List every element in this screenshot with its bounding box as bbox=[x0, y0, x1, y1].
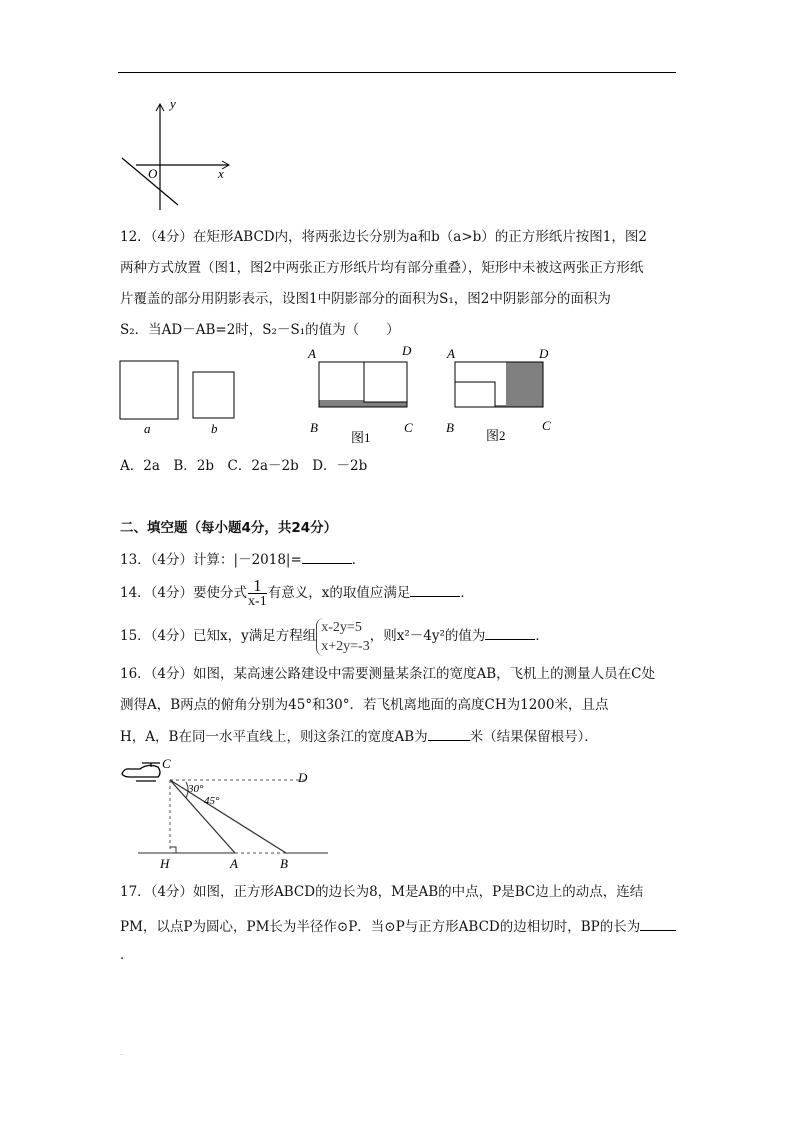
fig1-A: A bbox=[308, 346, 316, 361]
label-A: A bbox=[230, 856, 238, 871]
q13-text: 13．（4分）计算：|－2018|= bbox=[120, 552, 302, 568]
q15-end: ． bbox=[535, 628, 549, 644]
q17-line-2 bbox=[120, 918, 676, 936]
x-axis-label: x bbox=[218, 166, 224, 181]
label-C: C bbox=[162, 756, 171, 771]
q17-answer-blank[interactable] bbox=[640, 918, 676, 931]
q13-answer-blank[interactable] bbox=[302, 551, 352, 564]
q12-line-4: S₂．当AD－AB=2时，S₂－S₁的值为（ ） bbox=[120, 322, 400, 338]
q16-line-2: 测得A，B两点的俯角分别为45°和30°．若飞机离地面的高度CH为1200米，且点 bbox=[120, 697, 609, 713]
fraction-denominator: x-1 bbox=[248, 594, 267, 609]
equation-1: x-2y=5 bbox=[321, 619, 362, 635]
q14-post: 有意义，x的取值应满足 bbox=[267, 585, 411, 601]
fig2-B: B bbox=[446, 420, 454, 435]
q14 bbox=[120, 576, 474, 610]
q12-options: A．2a B．2b C．2a－2b D．－2b bbox=[120, 458, 368, 474]
angle-30-label: 30° bbox=[188, 783, 204, 795]
q15 bbox=[120, 616, 549, 656]
q17-line-3: ． bbox=[120, 947, 134, 963]
y-axis-label: y bbox=[170, 96, 176, 111]
header-rule bbox=[118, 72, 676, 73]
section-2-heading: 二、填空题（每小题4分，共24分） bbox=[120, 520, 338, 536]
q16-line-3 bbox=[120, 728, 598, 746]
fig1-caption: 图1 bbox=[351, 430, 371, 445]
fig2-A: A bbox=[447, 346, 455, 361]
origin-label: O bbox=[148, 166, 158, 181]
fig2-C: C bbox=[542, 418, 551, 433]
angle-45-label: 45° bbox=[204, 795, 220, 807]
label-B: B bbox=[280, 856, 288, 871]
q14-end: ． bbox=[460, 585, 474, 601]
q15-post: ，则x²－4y²的值为 bbox=[369, 628, 486, 644]
q17-line-1: 17．（4分）如图，正方形ABCD的边长为8，M是AB的中点，P是BC边上的动点，连结 bbox=[120, 884, 644, 900]
q15-pre: 15．（4分）已知x，y满足方程组 bbox=[120, 628, 317, 644]
label-b: b bbox=[211, 421, 218, 436]
equation-2: x+2y=-3 bbox=[321, 638, 370, 654]
label-D: D bbox=[298, 770, 308, 785]
q16-answer-blank[interactable] bbox=[428, 728, 470, 741]
fraction-numerator: 1 bbox=[248, 578, 267, 594]
fig2-D: D bbox=[539, 346, 549, 361]
q14-fraction bbox=[248, 578, 267, 609]
fig1-C: C bbox=[404, 420, 413, 435]
q15-equation-system bbox=[316, 618, 369, 656]
fig1-D: D bbox=[402, 343, 412, 358]
footer-dot: . bbox=[120, 1048, 123, 1057]
axes-figure bbox=[118, 96, 238, 215]
q13 bbox=[120, 551, 365, 569]
q12-line-1: 12．（4分）在矩形ABCD内，将两张边长分别为a和b（a>b）的正方形纸片按图1，图2 bbox=[120, 229, 647, 245]
q16-figure bbox=[118, 755, 338, 870]
q16-line-3-pre: H，A，B在同一水平直线上，则这条江的宽度AB为 bbox=[120, 729, 428, 745]
q15-answer-blank[interactable] bbox=[485, 627, 535, 640]
label-a: a bbox=[144, 421, 151, 436]
label-H: H bbox=[160, 856, 170, 871]
q16-line-3-post: 米（结果保留根号）． bbox=[469, 729, 598, 745]
fig2-caption: 图2 bbox=[486, 428, 506, 443]
q12-figures bbox=[118, 345, 568, 450]
q16-line-1: 16．（4分）如图，某高速公路建设中需要测量某条江的宽度AB，飞机上的测量人员在C处 bbox=[120, 666, 656, 682]
fig1-B: B bbox=[310, 420, 318, 435]
q12-line-2: 两种方式放置（图1，图2中两张正方形纸片均有部分重叠），矩形中未被这两张正方形纸 bbox=[120, 260, 644, 276]
q14-answer-blank[interactable] bbox=[410, 584, 460, 597]
helicopter-icon bbox=[122, 763, 160, 781]
q17-line-2-text: PM，以点P为圆心，PM长为半径作⊙P．当⊙P与正方形ABCD的边相切时，BP的长为 bbox=[120, 919, 641, 935]
q12-line-3: 片覆盖的部分用阴影表示，设图1中阴影部分的面积为S₁，图2中阴影部分的面积为 bbox=[120, 291, 611, 307]
q13-end: ． bbox=[351, 552, 366, 568]
q14-pre: 14．（4分）要使分式 bbox=[120, 585, 248, 601]
